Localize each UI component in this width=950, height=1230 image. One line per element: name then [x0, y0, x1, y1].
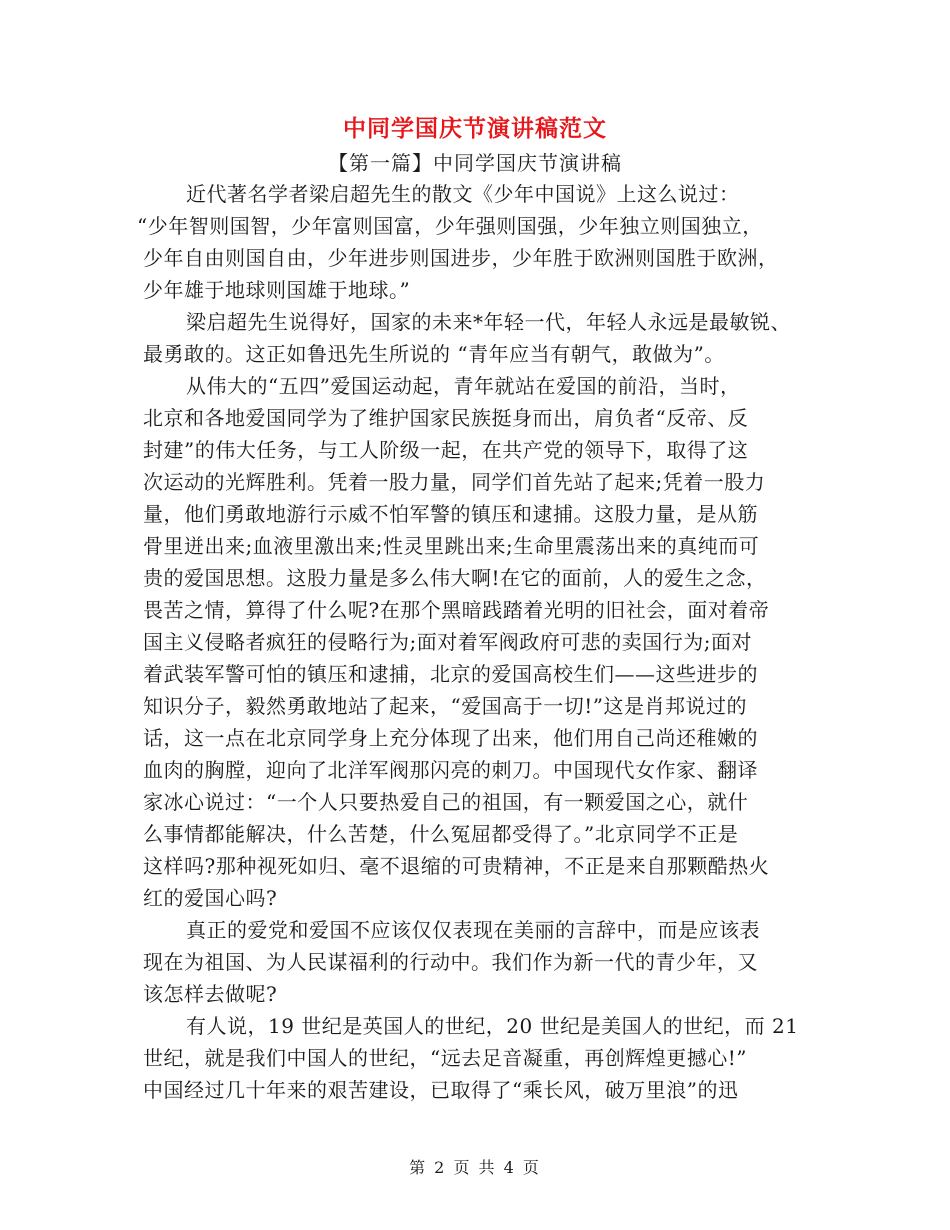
text-line: 该怎样去做呢?: [143, 982, 278, 1006]
text-line: 现在为祖国、为人民谋福利的行动中。我们作为新一代的青少年，又: [143, 950, 758, 974]
text-line: 少年雄于地球则国雄于地球。”: [143, 278, 411, 302]
section-heading: 【第一篇】中同学国庆节演讲稿: [328, 151, 622, 175]
text-line: 次运动的光辉胜利。凭着一股力量，同学们首先站了起来;凭着一股力: [143, 470, 766, 494]
text-line: 畏苦之情，算得了什么呢?在那个黑暗践踏着光明的旧社会，面对着帝: [143, 598, 770, 622]
text-line: 量，他们勇敢地游行示威不怕军警的镇压和逮捕。这股力量，是从筋: [143, 502, 758, 526]
text-line: 知识分子，毅然勇敢地站了起来，“爱国高于一切!”这是肖邦说过的: [143, 694, 747, 718]
text-line: 血肉的胸膛，迎向了北洋军阀那闪亮的刺刀。中国现代女作家、翻译: [143, 758, 758, 782]
text-line: 骨里迸出来;血液里激出来;性灵里跳出来;生命里震荡出来的真纯而可: [143, 534, 760, 558]
text-line: 近代著名学者梁启超先生的散文《少年中国说》上这么说过：: [186, 182, 740, 206]
text-line: 最勇敢的。这正如鲁迅先生所说的 “青年应当有朝气，敢做为”。: [143, 342, 725, 366]
text-line: 贵的爱国思想。这股力量是多么伟大啊!在它的面前，人的爱生之念，: [143, 566, 767, 590]
text-line: 话，这一点在北京同学身上充分体现了出来，他们用自己尚还稚嫩的: [143, 726, 758, 750]
text-line: 少年自由则国自由，少年进步则国进步，少年胜于欧洲则国胜于欧洲，: [143, 246, 779, 270]
text-line: 红的爱国心吗?: [143, 886, 278, 910]
text-line: 北京和各地爱国同学为了维护国家民族挺身而出，肩负者“反帝、反: [143, 406, 749, 430]
text-line: 着武装军警可怕的镇压和逮捕，北京的爱国高校生们——这些进步的: [143, 662, 758, 686]
text-line: “少年智则国智，少年富则国富，少年强则国强，少年独立则国独立，: [137, 214, 763, 238]
text-line: 国主义侵略者疯狂的侵略行为;面对着军阀政府可悲的卖国行为;面对: [143, 630, 752, 654]
text-line: 中国经过几十年来的艰苦建设，已取得了“乘长风，破万里浪”的迅: [143, 1078, 739, 1102]
text-line: 有人说，19 世纪是英国人的世纪，20 世纪是美国人的世纪，而 21: [186, 1014, 799, 1038]
page-footer: 第 2 页 共 4 页: [409, 1158, 541, 1177]
text-line: 真正的爱党和爱国不应该仅仅表现在美丽的言辞中，而是应该表: [186, 918, 760, 942]
document-body: [137, 178, 823, 1106]
text-line: 世纪，就是我们中国人的世纪，“远去足音凝重，再创辉煌更撼心!”: [143, 1046, 747, 1070]
text-line: 这样吗?那种视死如归、毫不退缩的可贵精神，不正是来自那颗酷热火: [143, 854, 770, 878]
text-line: 封建”的伟大任务，与工人阶级一起，在共产党的领导下，取得了这: [143, 438, 749, 462]
text-line: 从伟大的“五四”爱国运动起，青年就站在爱国的前沿，当时，: [186, 374, 741, 398]
text-line: 梁启超先生说得好，国家的未来*年轻一代，年轻人永远是最敏锐、: [186, 310, 791, 334]
text-line: 家冰心说过：“一个人只要热爱自己的祖国，有一颗爱国之心，就什: [143, 790, 749, 814]
document-title: 中同学国庆节演讲稿范文: [343, 115, 607, 142]
text-line: 么事情都能解决，什么苦楚，什么冤屈都受得了。”北京同学不正是: [143, 822, 739, 846]
